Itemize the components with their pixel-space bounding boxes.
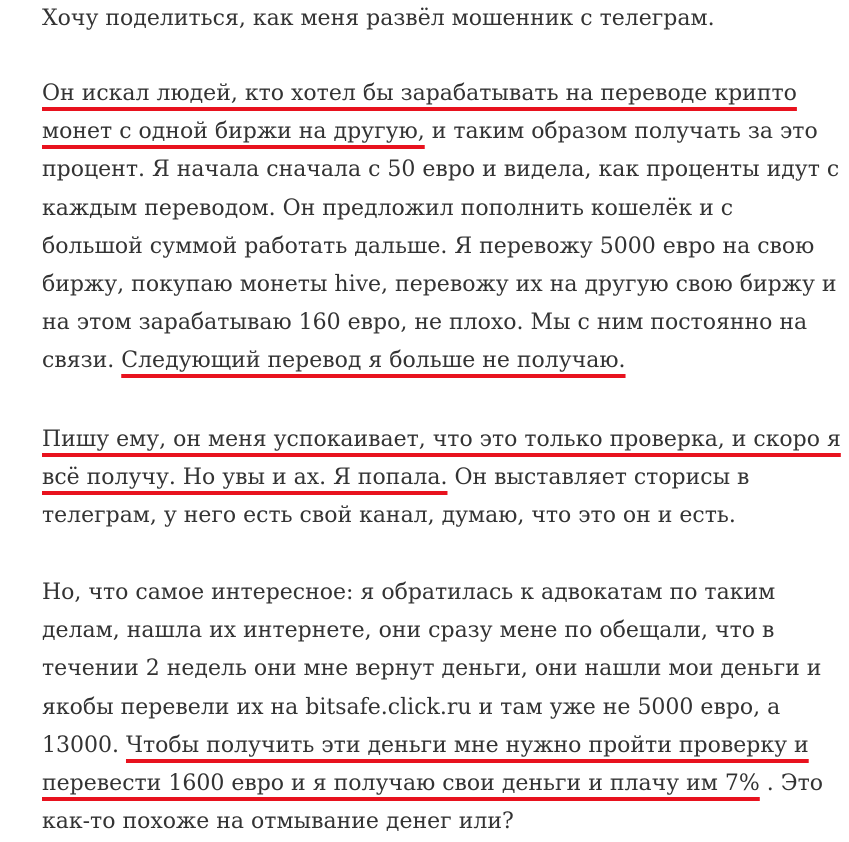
text-segment: якобы перевели их на bitsafe.click.ru и там уже не 5000 евро, а (42, 694, 781, 720)
text-line (42, 151, 839, 189)
paragraph-lawyers (42, 574, 823, 841)
text-segment: делам, нашла их интернете, они сразу мене по обещали, что в (42, 618, 775, 644)
text-line (42, 650, 823, 688)
text-line (42, 266, 839, 304)
highlighted-text: перевести 1600 евро и я получаю свои деньги и плачу им 7% (42, 770, 760, 796)
text-line (42, 113, 839, 151)
text-line (42, 803, 823, 841)
text-segment: как-то похоже на отмывание денег или? (42, 809, 514, 835)
text-segment: связи. (42, 348, 122, 374)
text-segment: 13000. (42, 732, 126, 758)
highlighted-text: монет с одной биржи на другую, (42, 119, 425, 145)
text-segment: и таким образом получать за это (424, 119, 818, 145)
text-segment: процент. Я начала сначала с 50 евро и видела, как проценты идут с (42, 157, 840, 183)
text-line (42, 612, 823, 650)
text-line (42, 497, 841, 535)
text-line (42, 689, 823, 727)
text-segment: . Это (759, 770, 824, 796)
highlighted-text: Пишу ему, он меня успокаивает, что это только проверка, и скоро я (42, 427, 841, 452)
text-segment: Но, что самое интересное: я обратилась к адвокатам по таким (42, 580, 776, 605)
text-segment: биржу, покупаю монеты hive, перевожу их на другую свою биржу и (42, 271, 837, 297)
text-line (42, 228, 839, 266)
text-segment: на этом зарабатываю 160 евро, не плохо. Мы с ним постоянно на (42, 310, 808, 336)
text-line (42, 75, 839, 113)
text-segment: каждым переводом. Он предложил пополнить кошелёк и с (42, 195, 734, 221)
highlighted-text: Он искал людей, кто хотел бы зарабатывать на переводе крипто (42, 81, 797, 106)
text-segment: Хочу поделиться, как меня развёл мошенник с телеграм. (42, 6, 715, 31)
text-segment: течении 2 недель они мне вернут деньги, они нашли мои деньги и (42, 656, 822, 682)
text-line (42, 727, 823, 765)
paragraph-reassurance (42, 421, 842, 536)
paragraph-intro (42, 0, 715, 38)
highlighted-text: Следующий перевод я больше не получаю. (121, 348, 626, 374)
text-line (42, 0, 715, 38)
text-segment: большой суммой работать дальше. Я перевожу 5000 евро на свою (42, 233, 815, 259)
highlighted-text: всё получу. Но увы и ах. Я попала. (42, 465, 448, 491)
text-segment: Он выставляет сторисы в (447, 465, 750, 491)
text-line (42, 459, 841, 497)
text-line (42, 421, 841, 459)
text-segment: телеграм, у него есть свой канал, думаю, что это он и есть. (42, 503, 736, 529)
text-line (42, 190, 839, 228)
paragraph-scheme (42, 75, 839, 381)
text-line (42, 765, 823, 803)
text-line (42, 574, 823, 612)
text-line (42, 304, 839, 342)
text-line (42, 342, 839, 380)
highlighted-text: Чтобы получить эти деньги мне нужно пройти проверку и (125, 732, 809, 758)
